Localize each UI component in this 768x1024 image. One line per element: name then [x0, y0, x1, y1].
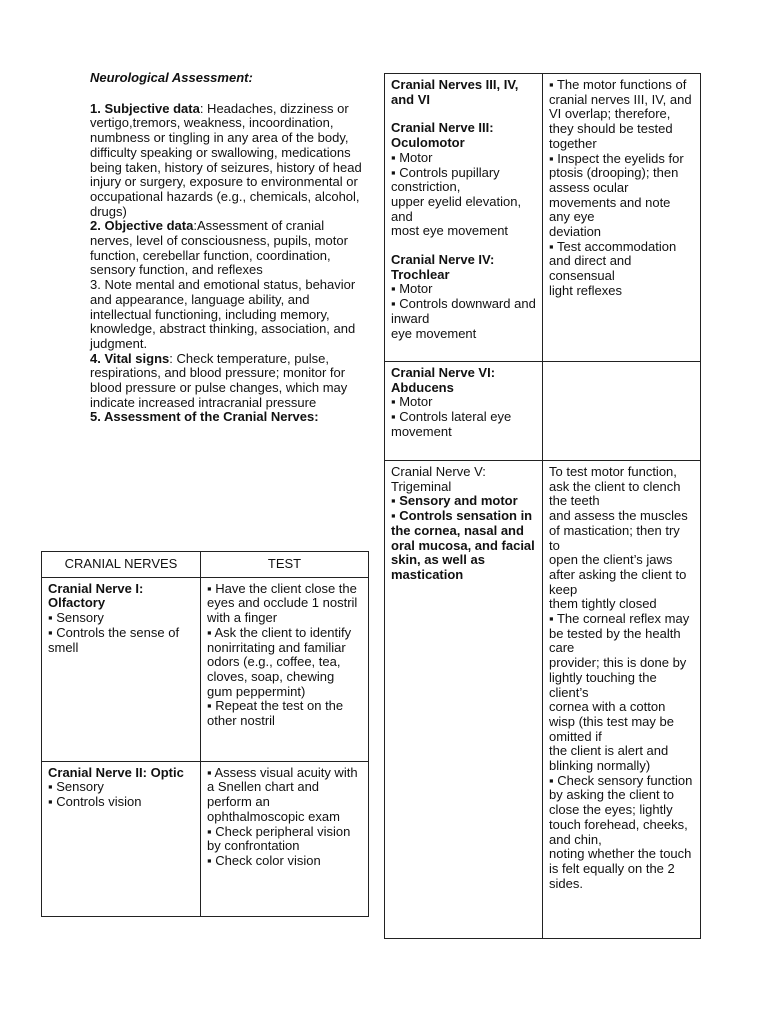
- section-title: Neurological Assessment:: [90, 70, 253, 85]
- test-line: assess ocular movements and note any eye: [549, 179, 671, 225]
- test-line: provider; this is done by lightly touching the client’s: [549, 655, 687, 700]
- nerve-cell: [42, 761, 201, 916]
- nerve-detail: ▪ Motor: [391, 394, 433, 410]
- test-line: odors (e.g., coffee, tea, cloves, soap, chewing gum peppermint): [207, 654, 341, 699]
- test-line: open the client’s jaws after asking the client to keep: [549, 552, 687, 597]
- test-line: perform an ophthalmoscopic exam: [207, 794, 340, 824]
- test-cell: [201, 761, 369, 916]
- test-line: noting whether the touch is felt equally on the 2 sides.: [549, 846, 692, 891]
- nerve-detail: upper eyelid elevation, and: [391, 193, 522, 224]
- nerve-title: Cranial Nerve I: Olfactory: [48, 580, 144, 611]
- nerve-title: Cranial Nerve II: Optic: [48, 764, 184, 780]
- nerve-title: Cranial Nerve IV: Trochlear: [391, 252, 495, 282]
- intro-item-5: 5. Assessment of the Cranial Nerves:: [90, 409, 319, 425]
- header-cranial-nerves: CRANIAL NERVES: [42, 552, 201, 578]
- nerve-title: Cranial Nerve V: Trigeminal: [391, 464, 486, 494]
- test-line: ▪ Have the client close the eyes and occlude 1 nostril with a finger: [207, 580, 358, 626]
- table-row: [385, 461, 701, 939]
- test-line: ▪ Check peripheral vision by confrontation: [207, 823, 351, 854]
- nerve-title: Cranial Nerve III: Oculomotor: [391, 120, 494, 151]
- nerve-detail: ▪ Controls the sense of smell: [48, 624, 180, 655]
- test-line: ▪ The corneal reflex may be tested by the health care: [549, 611, 690, 656]
- nerve-detail: ▪ Motor: [391, 149, 433, 165]
- test-line: ▪ The motor functions of cranial nerves III, IV, and: [549, 77, 692, 107]
- intro-item-3: 3. Note mental and emotional status, behavior and appearance, language ability, and intellectual functioning, including memory, knowledge, abstract thinking, association, and judgment.: [90, 277, 356, 351]
- nerve-detail: ▪ Controls sensation in the cornea, nasal and oral mucosa, and facial skin, as well as mastication: [391, 508, 535, 582]
- test-line: light reflexes: [549, 282, 622, 298]
- test-line: and assess the muscles of mastication; then try to: [549, 508, 688, 553]
- nerve-detail: ▪ Sensory: [48, 610, 104, 626]
- test-line: VI overlap; therefore, they should be tested together: [549, 106, 673, 151]
- nerve-cell: [385, 461, 543, 939]
- table-row: [42, 761, 369, 916]
- cranial-nerves-table-left: [41, 551, 369, 917]
- table-row: [385, 74, 701, 362]
- nerve-cell: [385, 362, 543, 461]
- test-line: ▪ Repeat the test on the other nostril: [207, 698, 344, 729]
- test-cell: [201, 577, 369, 761]
- nerve-group-title: Cranial Nerves III, IV, and VI: [391, 77, 519, 107]
- test-line: them tightly closed: [549, 596, 657, 612]
- nerve-detail: ▪ Sensory: [48, 779, 104, 795]
- test-line: cornea with a cotton wisp (this test may be omitted if: [549, 699, 674, 744]
- intro-section: [90, 71, 368, 425]
- test-line: deviation: [549, 224, 602, 240]
- nerve-detail: most eye movement: [391, 223, 509, 239]
- test-cell-empty: [543, 362, 701, 461]
- nerve-title: Cranial Nerve VI: Abducens: [391, 365, 496, 395]
- nerve-cell: [385, 74, 543, 362]
- test-line: ▪ Test accommodation and direct and consensual: [549, 238, 677, 284]
- intro-item-1: 1. Subjective data: Headaches, dizziness or vertigo,tremors, weakness, incoordination, numbness or tingling in any area of the body, difficulty speaking or swallowing, medications being taken, history of seizures, history of head injury or surgery, exposure to environmental or occupational hazards (e.g., chemicals, alcohol, drugs): [90, 100, 362, 219]
- test-line: ▪ Assess visual acuity with a Snellen chart and: [207, 764, 358, 795]
- intro-item-4: 4. Vital signs: Check temperature, pulse, respirations, and blood pressure; monitor for blood pressure or pulse changes, which may indicate increased intracranial pressure: [90, 350, 348, 410]
- intro-item-2: 2. Objective data:Assessment of cranial nerves, level of consciousness, pupils, motor function, cerebellar function, coordination, sensory function, and reflexes: [90, 218, 348, 278]
- test-line: To test motor function, ask the client to clench the teeth: [549, 464, 681, 509]
- nerve-detail: ▪ Controls downward and inward: [391, 296, 536, 326]
- test-line: ▪ Check sensory function by asking the client to close the eyes; lightly touch forehead, cheeks, and chin,: [549, 772, 693, 847]
- nerve-detail: ▪ Sensory and motor: [391, 493, 518, 509]
- nerve-detail: ▪ Controls vision: [48, 794, 142, 810]
- nerve-detail: ▪ Motor: [391, 281, 433, 297]
- table-header-row: [42, 552, 369, 578]
- table-row: [385, 362, 701, 461]
- test-cell: [543, 461, 701, 939]
- nerve-detail: eye movement: [391, 325, 477, 341]
- nerve-detail: ▪ Controls lateral eye movement: [391, 409, 512, 439]
- header-test: TEST: [201, 552, 369, 578]
- nerve-cell: [42, 577, 201, 761]
- test-line: ▪ Check color vision: [207, 852, 321, 868]
- nerve-detail: ▪ Controls pupillary constriction,: [391, 164, 500, 195]
- cranial-nerves-table-right: [384, 73, 701, 939]
- table-row: [42, 577, 369, 761]
- test-cell: [543, 74, 701, 362]
- test-line: ▪ Ask the client to identify nonirritating and familiar: [207, 624, 352, 655]
- test-line: ▪ Inspect the eyelids for ptosis (drooping); then: [549, 150, 684, 181]
- test-line: the client is alert and blinking normally): [549, 743, 669, 774]
